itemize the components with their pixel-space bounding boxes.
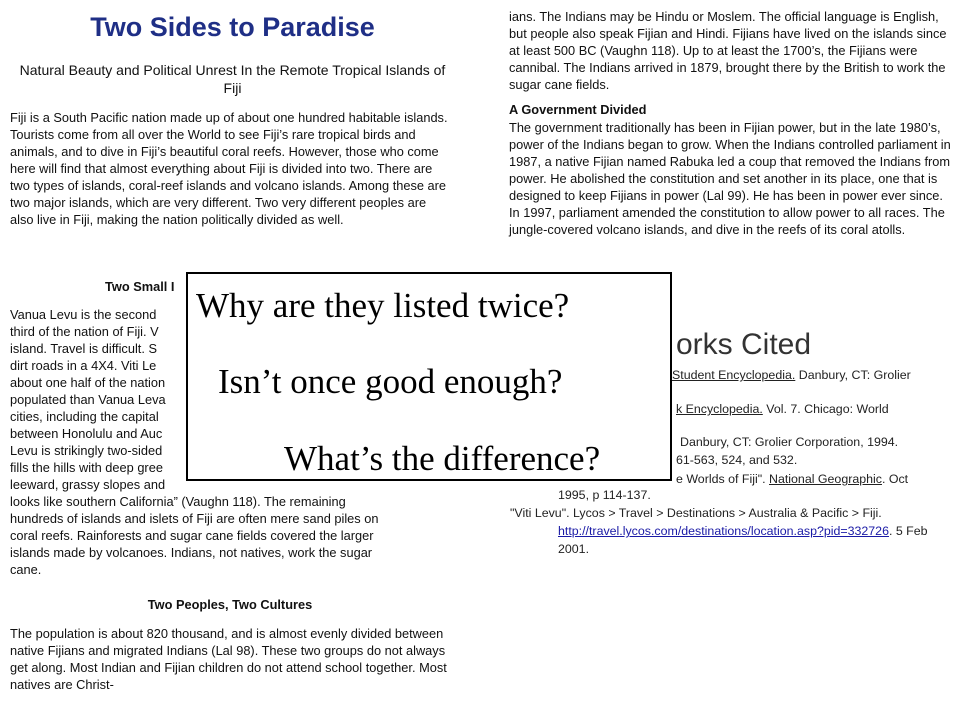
- citation-line: "Viti Levu". Lycos > Travel > Destinations > Australia & Pacific > Fiji.: [510, 506, 882, 520]
- citation-detail: Vol. 7. Chicago: World: [762, 402, 889, 416]
- text-line: populated than Vanua Leva: [10, 392, 166, 407]
- text-line: island. Travel is difficult. S: [10, 341, 157, 356]
- text-line: third of the nation of Fiji. V: [10, 324, 159, 339]
- citation-line: [676, 401, 889, 417]
- right-top-paragraph: ians. The Indians may be Hindu or Moslem. The official language is English, but people also speak Fijian and Hindi. Fijians have lived on the islands since at least 500 BC (Vaughn 118). Up to at least the 1700’s, the Fijians were cannibal. The Indians arrived in 1879, brought there by the British to work the sugar cane fields.: [509, 9, 947, 92]
- text-line: about one half of the nation: [10, 375, 166, 390]
- document-title: Two Sides to Paradise: [90, 12, 375, 42]
- citation-detail: . 5 Feb: [888, 524, 928, 538]
- question-overlay-box: [186, 272, 672, 481]
- citation-line: Danbury, CT: Grolier Corporation, 1994.: [680, 435, 899, 449]
- question-line: Isn’t once good enough?: [218, 362, 563, 401]
- works-cited-title: orks Cited: [676, 328, 812, 361]
- government-paragraph: The government traditionally has been in Fijian power, but in the late 1980’s, power of the Indians began to grow. When the Indians controlled parliament in 1987, a native Fijian named Rabuka led a coup that removed the Indians from power. He abolished the constitution and set another in its place, one that is designed to keep Fijians in power (Lal 99). He has been in power ever since. In 1997, parliament amended the constitution to allow power to all races. The jungle-covered volcano islands, and dive in the reefs of its coral atolls.: [509, 120, 951, 237]
- citation-line: 2001.: [558, 542, 590, 556]
- text-line: looks like southern California” (Vaughn 118). The remaining: [10, 494, 346, 509]
- citation-line: 1995, p 114-137.: [558, 488, 651, 502]
- government-heading: A Government Divided: [509, 102, 647, 117]
- citation-line: [558, 523, 928, 539]
- intro-paragraph: Fiji is a South Pacific nation made up of about one hundred habitable islands. Tourists come from all over the World to see Fiji’s rare tropical birds and animals, and to dive in Fiji’s beautiful coral reefs. However, those who come here will find that almost everything about Fiji is divided into two. There are two types of islands, coral-reef islands and volcano islands. Among these are two major islands, which are very different. Two very different peoples are also live in Fiji, making the nation politically divided as well.: [10, 110, 448, 227]
- citation-line: 61-563, 524, and 532.: [676, 453, 798, 467]
- text-line: hundreds of islands and islets of Fiji are often mere sand piles on: [10, 511, 379, 526]
- document-subtitle: Natural Beauty and Political Unrest In the Remote Tropical Islands of Fiji: [19, 62, 446, 96]
- text-line: leeward, grassy slopes and: [10, 477, 166, 492]
- text-line: coral reefs. Rainforests and sugar cane fields covered the larger: [10, 528, 374, 543]
- text-line: dirt roads in a 4X4. Viti Le: [10, 358, 157, 373]
- text-line: cane.: [10, 562, 42, 577]
- citation-line: [676, 471, 908, 487]
- text-line: Levu is strikingly two-sided: [10, 443, 163, 458]
- peoples-paragraph: The population is about 820 thousand, and is almost evenly divided between native Fijians and migrated Indians (Lal 98). These two groups do not always get along. Most Indian and Fijian children do not attend school together. Most natives are Christ-: [10, 626, 447, 692]
- text-line: fills the hills with deep gree: [10, 460, 163, 475]
- citation-url-link[interactable]: http://travel.lycos.com/destinations/location.asp?pid=332726: [558, 524, 889, 538]
- citation-line: [672, 367, 911, 383]
- text-line: cities, including the capital: [10, 409, 159, 424]
- text-line: between Honolulu and Auc: [10, 426, 163, 441]
- citation-source: National Geographic: [769, 472, 882, 486]
- question-line: Why are they listed twice?: [196, 286, 570, 325]
- text-line: islands made by volcanoes. Indians, not natives, work the sugar: [10, 545, 373, 560]
- citation-detail: . Oct: [881, 472, 909, 486]
- section-heading-peoples: Two Peoples, Two Cultures: [147, 597, 313, 612]
- text-line: Vanua Levu is the second: [10, 307, 157, 322]
- question-line: What’s the difference?: [284, 439, 601, 478]
- citation-title: e Worlds of Fiji".: [676, 472, 769, 486]
- citation-source: Student Encyclopedia.: [672, 368, 796, 382]
- citation-detail: Danbury, CT: Grolier: [795, 368, 911, 382]
- citation-source: k Encyclopedia.: [676, 402, 763, 416]
- section-heading-islands: Two Small I: [105, 279, 175, 294]
